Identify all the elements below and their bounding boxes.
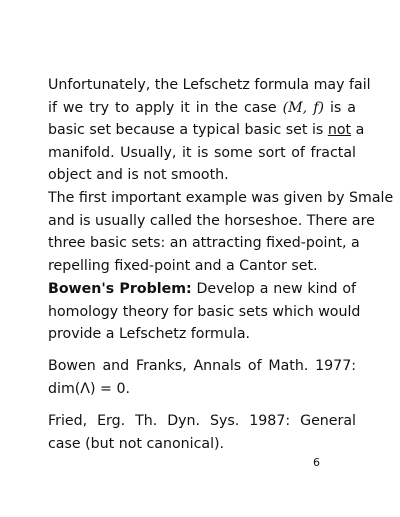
underlined-word: not: [327, 122, 352, 139]
text-line: Bowen and Franks, Annals of Math. 1977:: [48, 358, 356, 374]
text-line: provide a Lefschetz formula.: [48, 326, 251, 343]
text-line: The first important example was given by Smale: [48, 190, 394, 206]
text-line: homology theory for basic sets which would: [48, 303, 361, 320]
text-line: [48, 97, 356, 120]
text-fragment: Develop a new kind of: [196, 281, 357, 297]
text-line: case (but not canonical).: [48, 435, 225, 452]
text-fragment: a: [355, 122, 365, 139]
paragraph-bowen-franks: [48, 355, 356, 400]
text-line: repelling fixed-point and a Cantor set.: [48, 257, 318, 274]
text-fragment: if we try to apply it in the case: [48, 99, 277, 116]
text-line: Unfortunately, the Lefschetz formula may fail: [48, 77, 371, 93]
paragraph-horseshoe: [48, 187, 394, 277]
text-line: manifold. Usually, it is some sort of fractal: [48, 144, 356, 161]
text-line: dim(Λ) = 0.: [48, 380, 130, 397]
text-line: and is usually called the horseshoe. There are: [48, 212, 375, 229]
text-line: [48, 278, 356, 301]
text-fragment: basic set because a typical basic set is: [48, 122, 324, 139]
paragraph-bowens-problem: [48, 278, 361, 346]
paragraph-lefschetz-failure: [48, 74, 371, 187]
text-line: [48, 119, 365, 142]
text-line: three basic sets: an attracting fixed-point, a: [48, 235, 360, 252]
math-expression: (M, f): [282, 99, 324, 116]
text-fragment: is a: [329, 99, 357, 116]
paragraph-fried: [48, 410, 356, 455]
page-number: 6: [313, 456, 320, 469]
bowens-problem-heading: Bowen's Problem:: [48, 281, 192, 297]
text-line: object and is not smooth.: [48, 167, 229, 184]
text-line: Fried, Erg. Th. Dyn. Sys. 1987: General: [48, 413, 356, 429]
